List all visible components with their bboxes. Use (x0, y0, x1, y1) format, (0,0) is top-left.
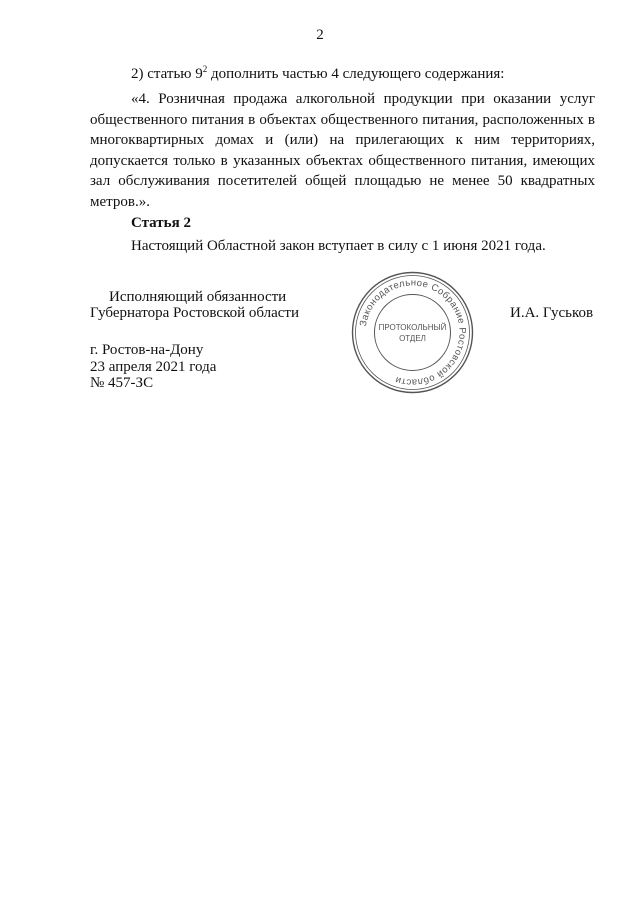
amendment-superscript: 2 (202, 64, 208, 74)
signatory-position-line1: Исполняющий обязанности (109, 289, 287, 305)
official-stamp (350, 270, 475, 395)
amendment-suffix: дополнить частью 4 следующего содержания: (207, 66, 505, 82)
stamp-outer-ring (353, 273, 473, 393)
amendment-line (90, 64, 595, 85)
stamp-center-line1: ПРОТОКОЛЬНЫЙ (378, 323, 447, 332)
article-text: Настоящий Областной закон вступает в силу с 1 июня 2021 года. (131, 238, 546, 254)
stamp-center-ring (375, 295, 451, 371)
amendment-quote: «4. Розничная продажа алкогольной продукции при оказании услуг общественного питания в объектах общественного питания, расположенных в многоквартирных домах и (или) на прилегающих к ним территориях, допускается только в указанных объектах общественного питания, имеющих зал обслуживания посетителей общей площадью не менее 50 квадратных метров.». (90, 91, 595, 210)
stamp-outer-text: Законодательное Собрание Ростовской области (357, 277, 468, 388)
article-heading: Статья 2 (131, 215, 191, 231)
place-date-block (90, 342, 216, 392)
signatory-name: И.А. Гуськов (510, 305, 594, 321)
document-date: 23 апреля 2021 года (90, 358, 217, 375)
place-city: г. Ростов-на-Дону (90, 342, 204, 358)
page-number: 2 (316, 27, 324, 43)
stamp-center-line2: ОТДЕЛ (399, 334, 426, 343)
document-number: № 457-ЗС (90, 375, 154, 391)
amendment-prefix: 2) статью 9 (131, 66, 203, 82)
signatory-position-line2: Губернатора Ростовской области (90, 305, 300, 321)
stamp-inner-ring (356, 276, 470, 390)
